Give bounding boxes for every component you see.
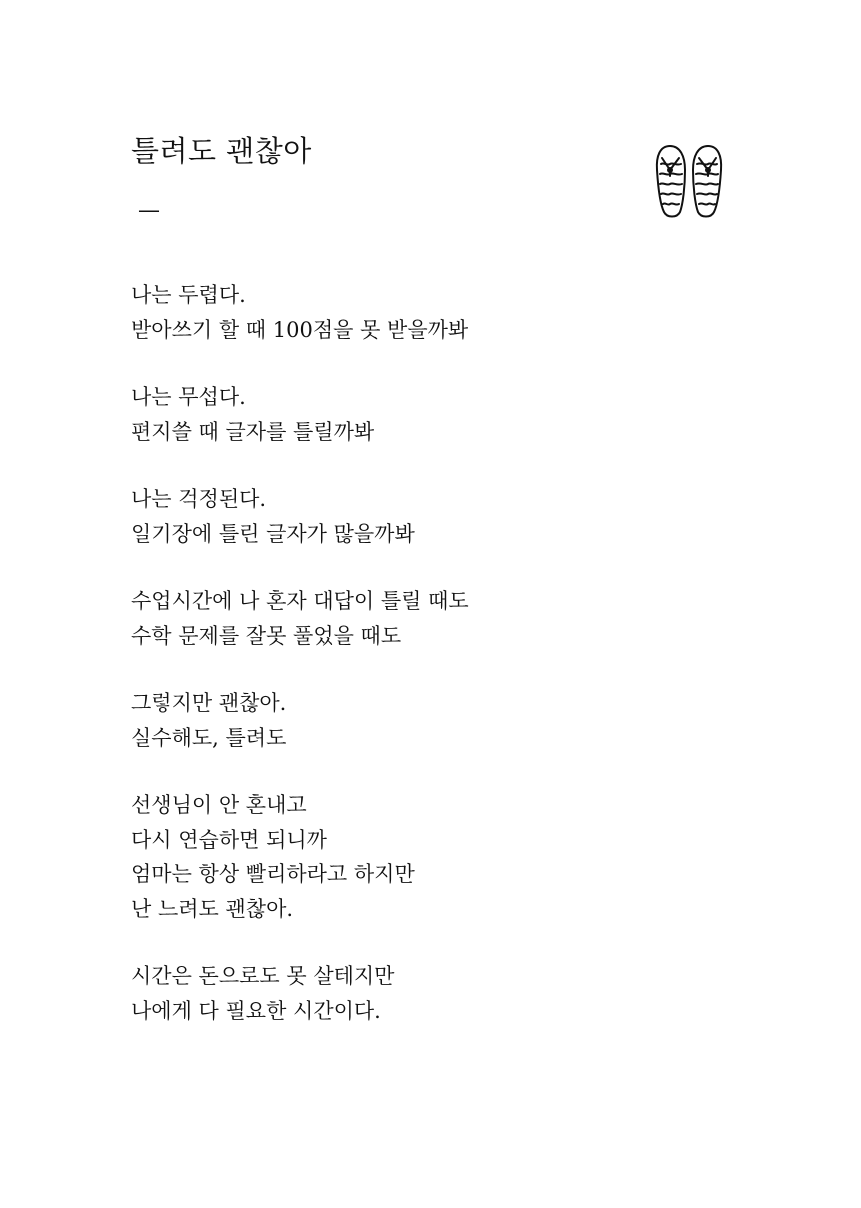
sandals-icon (652, 142, 726, 220)
poem-line: 시간은 돈으로도 못 살테지만 (131, 964, 395, 988)
poem-line: 나는 걱정된다. (131, 487, 267, 511)
poem-line: 선생님이 안 혼내고 (131, 793, 307, 817)
poem-line: 나는 무섭다. (131, 385, 246, 409)
stanza (131, 584, 731, 653)
stanza (131, 278, 731, 347)
stanza (131, 788, 731, 926)
title-separator: — (138, 198, 160, 223)
poem-line: 나는 두렵다. (131, 283, 246, 307)
poem-line: 편지쓸 때 글자를 틀릴까봐 (131, 419, 375, 444)
stanza (131, 380, 731, 449)
poem-line: 엄마는 항상 빨리하라고 하지만 (131, 862, 415, 886)
poem-line: 그렇지만 괜찮아. (131, 691, 287, 715)
poem-line: 난 느려도 괜찮아. (131, 896, 294, 921)
poem-line: 수학 문제를 잘못 풀었을 때도 (131, 623, 402, 648)
stanza (131, 482, 731, 551)
poem-line: 수업시간에 나 혼자 대답이 틀릴 때도 (131, 589, 469, 613)
poem-body (131, 278, 731, 1061)
stanza (131, 686, 731, 755)
poem-line: 실수해도, 틀려도 (131, 725, 287, 750)
poem-line: 다시 연습하면 되니까 (131, 827, 327, 852)
poem-line: 나에게 다 필요한 시간이다. (131, 998, 381, 1023)
stanza (131, 959, 731, 1028)
poem-line: 일기장에 틀린 글자가 많을까봐 (131, 521, 415, 546)
poem-line: 받아쓰기 할 때 100점을 못 받을까봐 (131, 317, 469, 342)
poem-title: 틀려도 괜찮아 (131, 134, 312, 168)
